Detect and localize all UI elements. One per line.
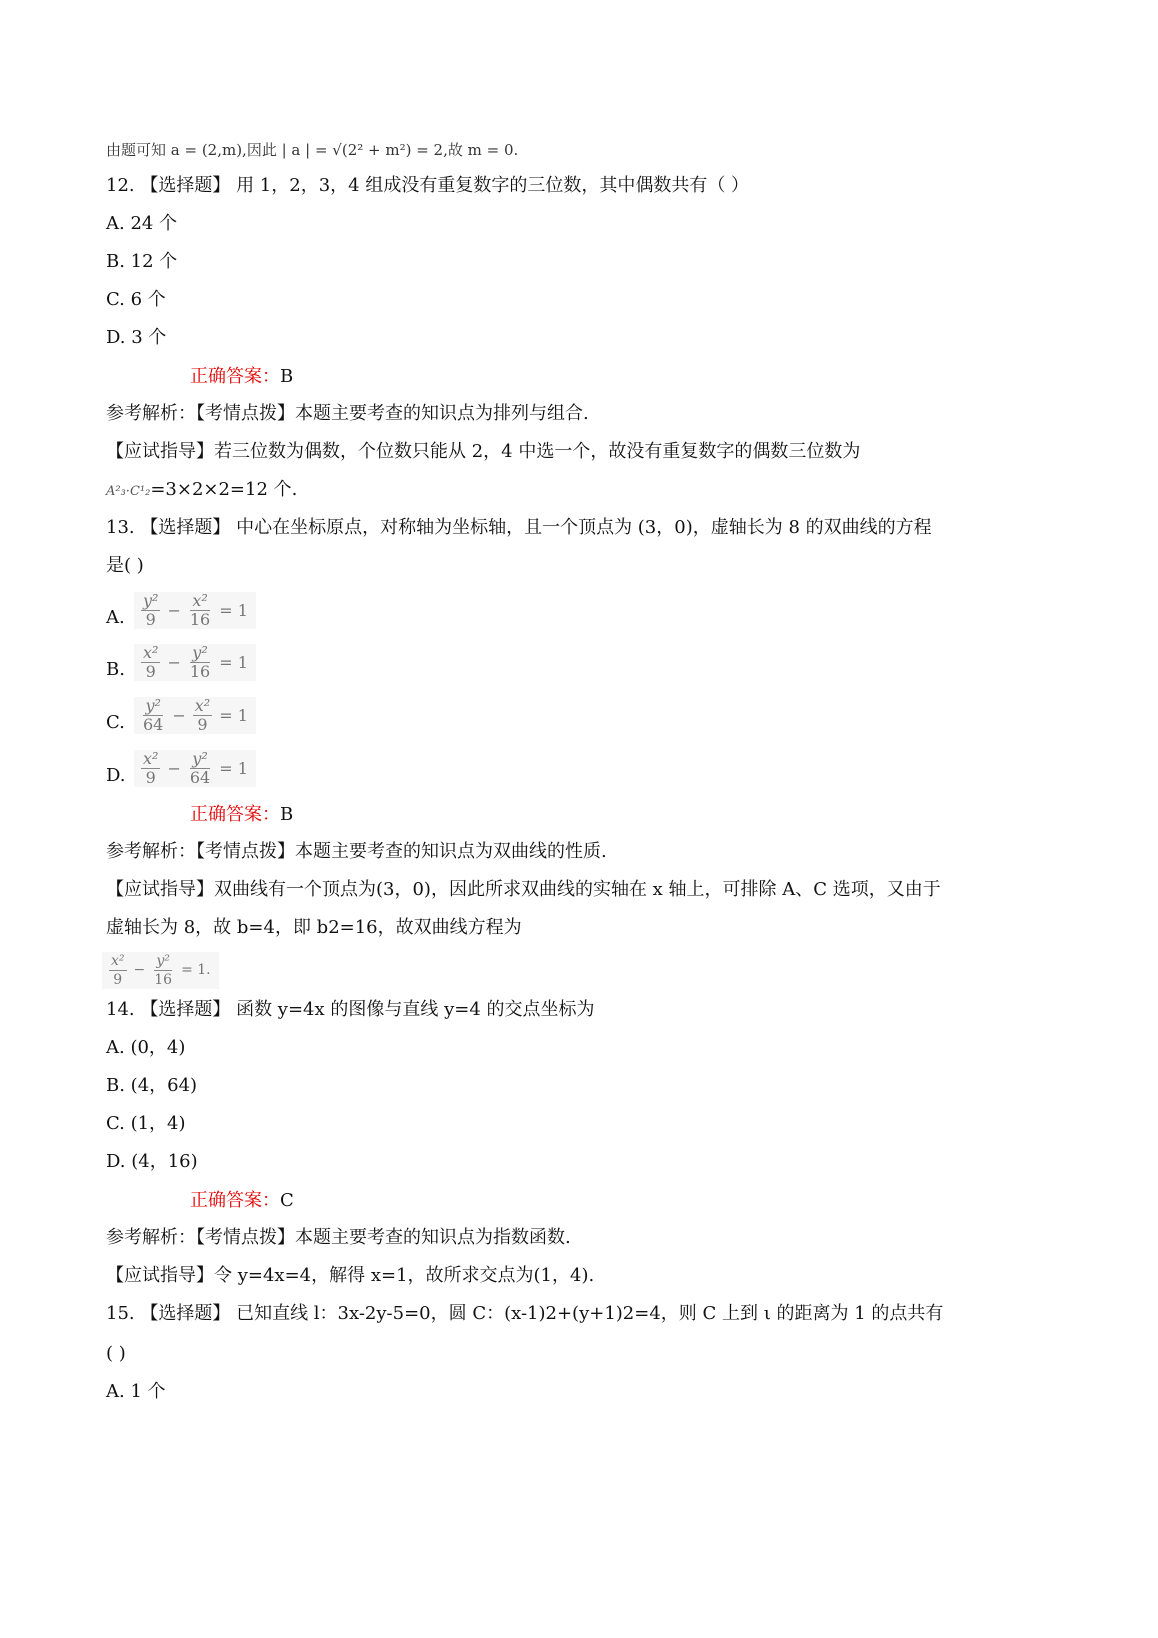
q14-analysis: 参考解析：【考情点拨】本题主要考查的知识点为指数函数.	[106, 1227, 571, 1248]
denominator-1: 9	[113, 971, 123, 988]
numerator-2: y²	[192, 642, 208, 662]
q12-option-c: C. 6 个	[106, 289, 166, 310]
option-formula: $\frac{\text{x²}}{9}$ − $\frac{\text{y²}}{64}$ = 1	[134, 750, 256, 787]
numerator-1: y²	[145, 695, 161, 715]
denominator-2: 64	[189, 767, 211, 787]
question-15-stem-line1: 15. 【选择题】 已知直线 l：3x-2y-5=0，圆 C：(x-1)2+(y+1)2=4，则 C 上到 ι 的距离为 1 的点共有	[106, 1303, 944, 1324]
numerator-2: x²	[192, 590, 208, 610]
option-label: B.	[106, 658, 125, 680]
q12-option-d: D. 3 个	[106, 327, 167, 348]
formula-result: =3×2×2=12 个.	[150, 479, 298, 500]
question-14-stem: 14. 【选择题】 函数 y=4x 的图像与直线 y=4 的交点坐标为	[106, 999, 595, 1020]
numerator-1: x²	[143, 748, 159, 768]
q13-option-c	[106, 693, 256, 737]
q12-option-a: A. 24 个	[106, 213, 178, 234]
answer-value: B	[280, 366, 294, 387]
answer-label: 正确答案：	[190, 366, 280, 387]
q12-answer	[190, 365, 293, 389]
previous-solution-line: 由题可知 a = (2,m),因此 | a | = √(2² + m²) = 2,故 m = 0.	[106, 141, 519, 159]
answer-label: 正确答案：	[190, 1190, 280, 1211]
denominator-2: 16	[189, 609, 211, 629]
denominator-1: 64	[143, 714, 164, 734]
numerator-1: x²	[143, 642, 159, 662]
q12-option-b: B. 12 个	[106, 251, 178, 272]
denominator-2: 16	[189, 661, 211, 681]
q13-result-formula	[102, 948, 219, 992]
numerator-1: x²	[111, 952, 125, 969]
answer-label: 正确答案：	[190, 804, 280, 825]
q14-answer	[190, 1189, 294, 1213]
equation-rhs: = 1.	[181, 962, 211, 978]
permutation-formula: A²₃·C¹₂	[106, 484, 151, 499]
q13-guide-line2: 虚轴长为 8，故 b=4，即 b2=16，故双曲线方程为	[106, 917, 522, 938]
equation-rhs: = 1	[219, 705, 248, 725]
numerator-2: y²	[156, 952, 170, 969]
option-label: C.	[106, 711, 125, 733]
q13-guide-line1: 【应试指导】双曲线有一个顶点为(3，0)，因此所求双曲线的实轴在 x 轴上，可排除 A、C 选项，又由于	[106, 879, 941, 900]
question-13-stem-line1: 13. 【选择题】 中心在坐标原点，对称轴为坐标轴，且一个顶点为 (3，0)，虚轴长为 8 的双曲线的方程	[106, 517, 932, 538]
denominator-1: 9	[145, 767, 156, 787]
option-formula: $\frac{\text{y²}}{9}$ − $\frac{\text{x²}}{16}$ = 1	[134, 592, 256, 629]
equation-rhs: = 1	[219, 758, 248, 778]
q13-option-b	[106, 640, 256, 684]
denominator-2: 9	[197, 714, 208, 734]
q14-option-c: C. (1，4)	[106, 1113, 186, 1134]
question-13-stem-line2: 是( )	[106, 555, 144, 576]
option-label: D.	[106, 764, 126, 786]
denominator-2: 16	[154, 971, 173, 988]
q13-analysis: 参考解析：【考情点拨】本题主要考查的知识点为双曲线的性质.	[106, 841, 607, 862]
option-formula: $\frac{\text{y²}}{64}$ − $\frac{\text{x²}}{9}$ = 1	[134, 697, 256, 734]
equation-rhs: = 1	[219, 652, 248, 672]
result-formula: $\frac{\text{x²}}{9}$ − $\frac{\text{y²}}{16}$ = 1.	[102, 952, 219, 989]
q12-guide: 【应试指导】若三位数为偶数，个位数只能从 2，4 中选一个，故没有重复数字的偶数三位数为	[106, 441, 861, 462]
answer-value: C	[280, 1190, 294, 1211]
option-label: A.	[106, 606, 125, 628]
q13-answer	[190, 803, 293, 827]
q14-option-a: A. (0，4)	[106, 1037, 186, 1058]
denominator-1: 9	[145, 609, 156, 629]
q13-option-d	[106, 746, 256, 790]
q15-option-a: A. 1 个	[106, 1381, 166, 1402]
q13-option-a	[106, 588, 256, 632]
q12-analysis: 参考解析：【考情点拨】本题主要考查的知识点为排列与组合.	[106, 403, 589, 424]
question-15-stem-line2: ( )	[106, 1343, 126, 1364]
q14-option-b: B. (4，64)	[106, 1075, 198, 1096]
numerator-1: y²	[143, 590, 159, 610]
q12-formula	[106, 478, 297, 504]
denominator-1: 9	[145, 661, 156, 681]
option-formula: $\frac{\text{x²}}{9}$ − $\frac{\text{y²}}{16}$ = 1	[134, 644, 256, 681]
q14-option-d: D. (4，16)	[106, 1151, 198, 1172]
answer-value: B	[280, 804, 294, 825]
question-12-stem: 12. 【选择题】 用 1，2，3，4 组成没有重复数字的三位数，其中偶数共有（ ）	[106, 175, 750, 196]
numerator-2: x²	[194, 695, 211, 715]
q14-guide: 【应试指导】令 y=4x=4，解得 x=1，故所求交点为(1，4).	[106, 1265, 595, 1286]
equation-rhs: = 1	[219, 600, 248, 620]
numerator-2: y²	[192, 748, 208, 768]
